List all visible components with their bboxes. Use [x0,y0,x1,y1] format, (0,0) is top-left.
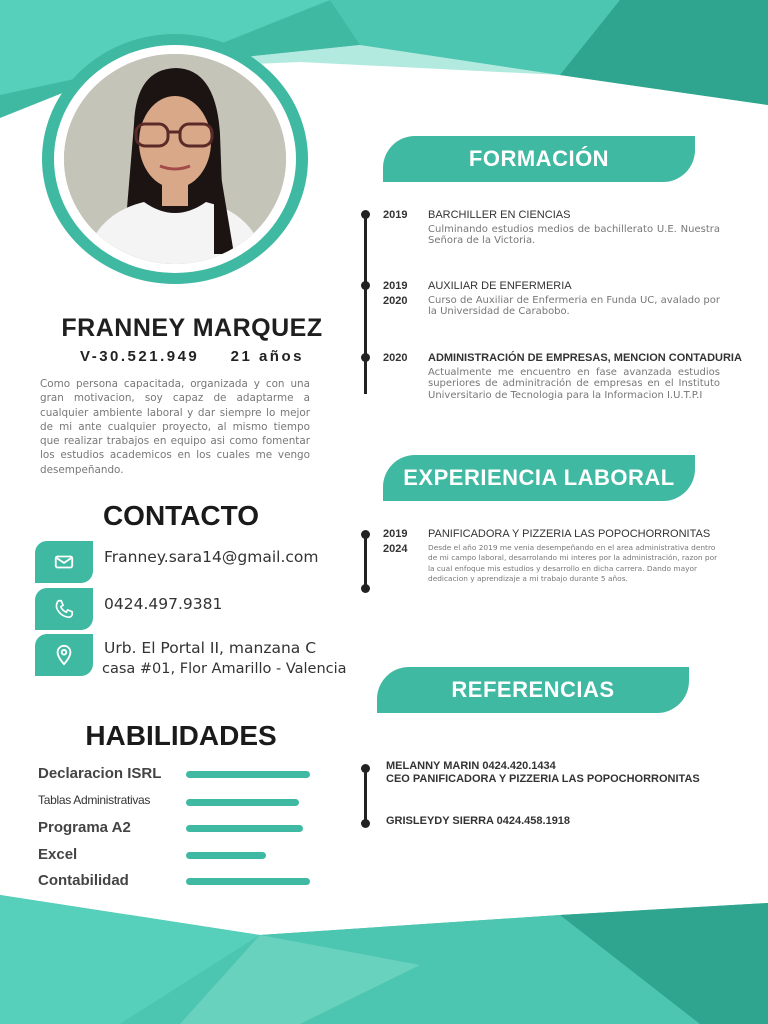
education-timeline [364,213,367,394]
education-title: AUXILIAR DE ENFERMERIA [428,280,572,292]
year-start: 2020 [383,352,408,364]
skill-bar [186,799,299,806]
timeline-dot [361,530,370,539]
year-end: 2024 [383,543,408,555]
experience-banner [383,455,695,501]
year-start: 2019 [383,280,408,292]
experience-timeline [364,531,367,588]
year-start: 2019 [383,528,408,540]
timeline-dot [361,584,370,593]
phone-text[interactable]: 0424.497.9381 [104,595,223,613]
skill-bar [186,852,266,859]
bottom-decoration [0,895,768,1024]
reference-line-1: GRISLEYDY SIERRA 0424.458.1918 [386,815,571,827]
timeline-dot [361,819,370,828]
education-desc: Culminando estudios medios de bachillerato U.E. Nuestra Señora de la Victoria. [428,224,720,247]
map-pin-icon [53,644,75,666]
year-start: 2019 [383,209,408,221]
education-heading: FORMACIÓN [468,146,610,171]
age: 21 años [230,348,304,365]
envelope-icon [53,551,75,573]
skill-label: Excel [38,846,78,863]
email-icon-badge [35,541,93,583]
skill-label: Programa A2 [38,819,131,836]
phone-icon [53,598,75,620]
email-text[interactable]: Franney.sara14@gmail.com [104,548,319,566]
timeline-dot [361,353,370,362]
skill-bar [186,878,310,885]
experience-desc: Desde el año 2019 me venia desempeñando en el area administrativa dentro de mi campo laboral, desarrolando mi interes por la administración, razon por la cual enfoque mis estudios y desarrollo en dicha carrera. Dando mayor dedicacion y aprendizaje a mi trabajo durante 5 años. [428,543,718,583]
skill-label: Declaracion ISRL [38,765,162,782]
address-line-2: casa #01, Flor Amarillo - Valencia [102,661,347,677]
id-number: V-30.521.949 [80,348,200,365]
education-desc: Actualmente me encuentro en fase avanzada estudios superiores de adminitración de empresas en el Instituto Universitario de Tecnologia para la Informacion I.U.T.P.I [428,367,720,401]
id-age-line [0,348,384,365]
timeline-dot [361,210,370,219]
timeline-dot [361,764,370,773]
reference-line-2: CEO PANIFICADORA Y PIZZERIA LAS POPOCHORRONITAS [386,773,700,785]
education-title: ADMINISTRACIÓN DE EMPRESAS, MENCION CONTADURIA [428,352,742,364]
education-title: BARCHILLER EN CIENCIAS [428,209,571,221]
references-heading: REFERENCIAS [451,677,615,702]
references-banner [377,667,689,713]
address-icon-badge [35,634,93,676]
education-desc: Curso de Auxiliar de Enfermeria en Funda UC, avalado por la Universidad de Carabobo. [428,295,720,318]
references-timeline [364,768,367,824]
experience-title: PANIFICADORA Y PIZZERIA LAS POPOCHORRONITAS [428,528,711,540]
full-name: FRANNEY MARQUEZ [61,314,323,342]
profile-photo [64,54,286,264]
year-end: 2020 [383,295,408,307]
reference-line-1: MELANNY MARIN 0424.420.1434 [386,760,556,772]
timeline-dot [361,281,370,290]
skill-label: Contabilidad [38,872,129,889]
experience-heading: EXPERIENCIA LABORAL [403,465,675,490]
address-line-1: Urb. El Portal II, manzana C [104,639,317,657]
skill-label: Tablas Administrativas [38,793,151,807]
skill-bar [186,825,303,832]
phone-icon-badge [35,588,93,630]
skills-heading: HABILIDADES [85,720,277,751]
contact-heading: CONTACTO [102,500,260,531]
education-banner [383,136,695,182]
skill-bar [186,771,310,778]
bio-text: Como persona capacitada, organizada y con una gran motivacion, soy capaz de adaptarme a cualquier ambiente laboral y dar siempre lo mejor de mi ante cualquier proyecto, al mismo tiempo que realizar trabajos en equipo asi como fomentar los estudios academicos en los cuales me vengo desempeñando. [40,378,310,476]
